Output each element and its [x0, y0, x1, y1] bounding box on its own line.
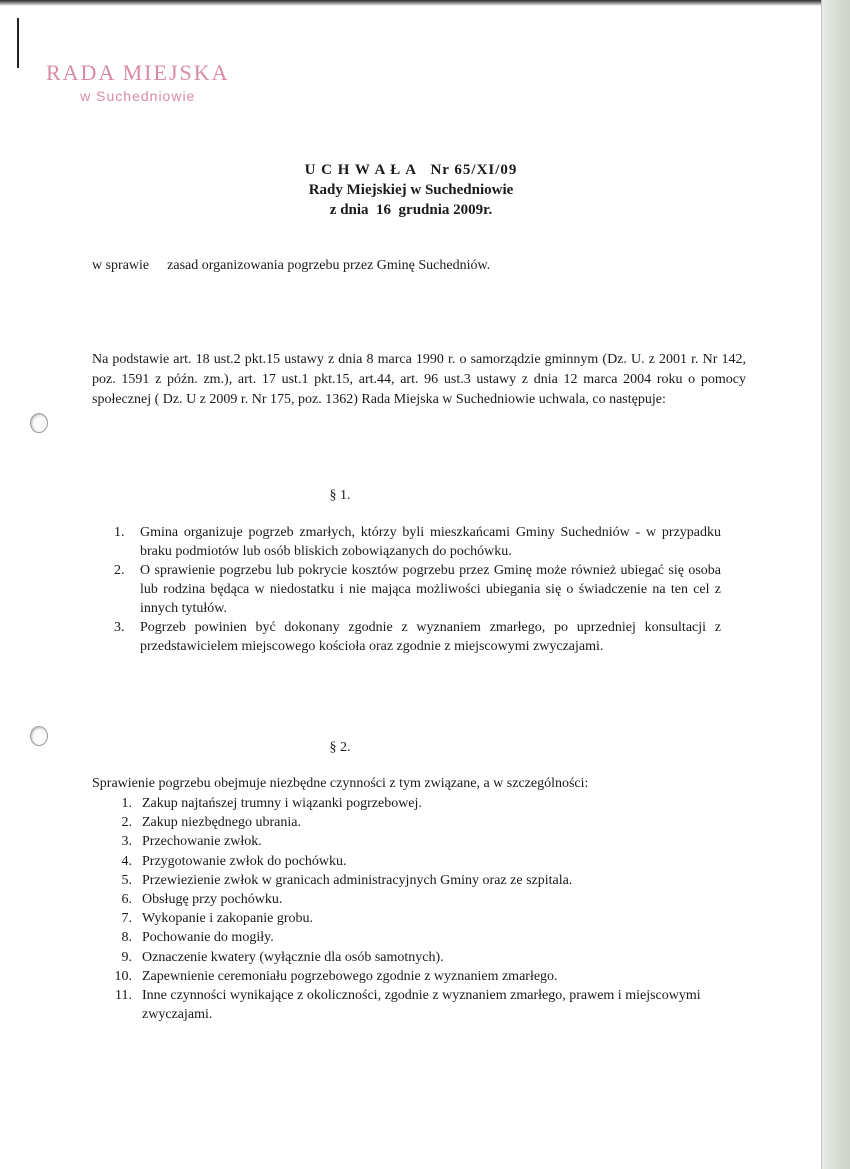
list-item [92, 852, 732, 871]
item-text: O sprawienie pogrzebu lub pokrycie kosztów pogrzebu przez Gminę może również ubiegać się osoba lub rodzina będąca w niedostatku i nie mająca możliwości ubiegania się o świadczenie na ten cel z innych tytułów. [140, 563, 721, 616]
item-number: 3. [121, 834, 132, 850]
scan-right-strip [822, 0, 850, 1169]
item-number: 6. [121, 892, 132, 908]
item-text: Zakup najtańszej trumny i wiązanki pogrzebowej. [142, 796, 422, 811]
item-text: Pogrzeb powinien być dokonany zgodnie z wyznaniem zmarłego, po uprzedniej konsultacji z przedstawicielem miejscowego kościoła oraz zgodnie z miejscowymi zwyczajami. [140, 620, 721, 654]
list-item [92, 948, 732, 967]
section-2-intro: Sprawienie pogrzebu obejmuje niezbędne czynności z tym związane, a w szczególności: [92, 776, 589, 791]
subject-prefix: w sprawie [92, 258, 150, 273]
item-number: 5. [121, 872, 132, 888]
list-item [92, 832, 732, 851]
pen-mark [17, 18, 19, 68]
item-text: Przygotowanie zwłok do pochówku. [142, 853, 347, 869]
item-number: 2. [114, 563, 125, 578]
item-text: Gmina organizuje pogrzeb zmarłych, którzy byli mieszkańcami Gminy Suchedniów - w przypadku braku podmiotów lub osób bliskich zobowiązanych do pochówku. [140, 525, 721, 559]
list-item [92, 928, 732, 947]
punch-hole-upper [30, 413, 48, 433]
section-2-list [92, 794, 732, 1024]
list-item [92, 967, 732, 986]
list-item [92, 890, 732, 909]
item-number: 8. [121, 930, 132, 946]
list-item [92, 813, 732, 832]
item-number: 1. [114, 525, 125, 540]
scan-top-edge [0, 0, 850, 6]
item-number: 10. [114, 968, 132, 984]
item-number: 1. [121, 796, 132, 811]
resolution-header [0, 160, 822, 220]
item-text: Zakup niezbędnego ubrania. [142, 815, 301, 831]
subject-text: zasad organizowania pogrzebu przez Gminę Suchedniów. [167, 258, 491, 273]
item-text: Oznaczenie kwatery (wyłącznie dla osób samotnych). [142, 949, 444, 965]
resolution-subject [92, 258, 490, 274]
list-item [92, 561, 721, 618]
list-item [92, 618, 721, 656]
item-number: 4. [121, 853, 132, 869]
stamp-line-1: RADA MIEJSKA [46, 60, 230, 85]
item-text: Przewiezienie zwłok w granicach administracyjnych Gminy oraz ze szpitala. [142, 872, 573, 888]
item-text: Zapewnienie ceremoniału pogrzebowego zgodnie z wyznaniem zmarłego. [142, 968, 558, 984]
item-text: Obsługę przy pochówku. [142, 892, 283, 908]
section-2-mark: § 2. [329, 740, 351, 755]
list-item [92, 523, 721, 561]
item-number: 7. [121, 911, 132, 927]
list-item [92, 986, 732, 1024]
item-number: 3. [114, 620, 125, 635]
list-item [92, 909, 732, 928]
list-item [92, 871, 732, 890]
item-number: 2. [121, 815, 132, 831]
section-1-mark: § 1. [329, 488, 351, 503]
resolution-title: U C H W A Ł A Nr 65/XI/09 [304, 162, 518, 178]
council-stamp [46, 60, 230, 104]
item-text: Pochowanie do mogiły. [142, 930, 274, 946]
item-number: 9. [121, 949, 132, 965]
legal-basis-paragraph: Na podstawie art. 18 ust.2 pkt.15 ustawy z dnia 8 marca 1990 r. o samorządzie gminnym (Dz. U. z 2001 r. Nr 142, poz. 1591 z późn. zm.), art. 17 ust.1 pkt.15, art.44, art. 96 ust.3 ustawy z dnia 12 marca 2004 roku o pomocy społecznej ( Dz. U z 2009 r. Nr 175, poz. 1362) Rada Miejska w Suchedniowie uchwala, co następuje: [92, 352, 746, 407]
resolution-issuer: Rady Miejskiej w Suchedniowie [308, 182, 514, 198]
section-1-list [92, 523, 721, 656]
item-text: Przechowanie zwłok. [142, 834, 262, 850]
item-text: Wykopanie i zakopanie grobu. [142, 911, 313, 927]
stamp-line-2: w Suchedniowie [80, 88, 196, 104]
item-text: Inne czynności wynikające z okoliczności, zgodnie z wyznaniem zmarłego, prawem i miejscowymi zwyczajami. [142, 988, 701, 1023]
resolution-date: z dnia 16 grudnia 2009r. [329, 202, 493, 218]
list-item [92, 794, 732, 813]
item-number: 11. [115, 988, 132, 1004]
